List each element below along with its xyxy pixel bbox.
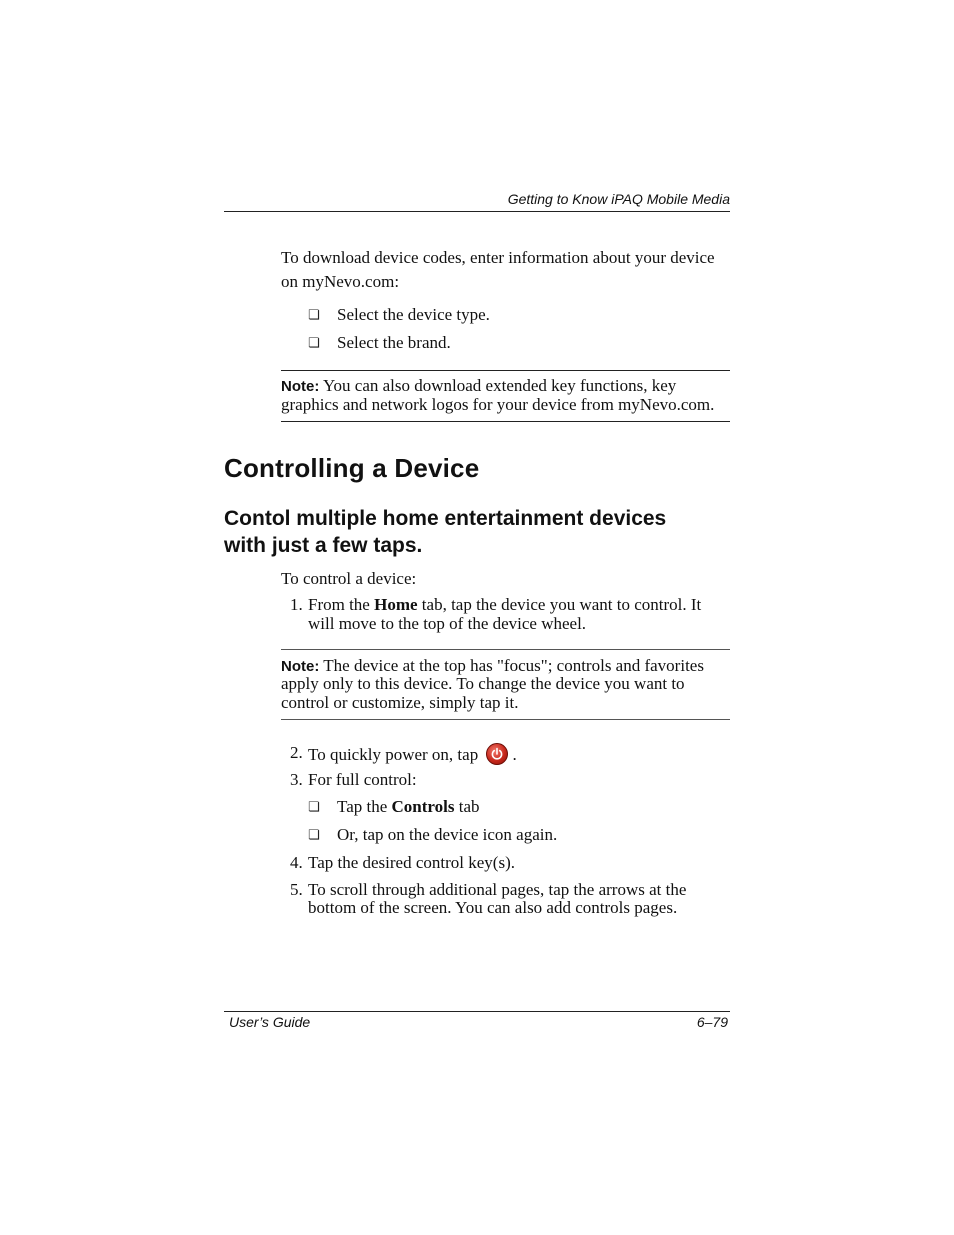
- step-1-line-1: [308, 595, 701, 614]
- step-4-number: 4.: [290, 853, 303, 872]
- header-rule: [224, 211, 730, 212]
- intro-bullet-1: Select the device type.: [337, 305, 490, 324]
- section-subtitle-line-2: with just a few taps.: [224, 534, 423, 557]
- step-3-number: 3.: [290, 770, 303, 789]
- step-3-bullet-1-post: tab: [454, 797, 480, 816]
- note-top-rule: [281, 370, 730, 371]
- power-icon: [486, 743, 508, 765]
- note-top-rule: [281, 649, 730, 650]
- checkbox-bullet-icon: ❏: [308, 336, 320, 351]
- note-2-text: The device at the top has "focus"; controls and favorites: [323, 656, 704, 675]
- intro-line-1: To download device codes, enter information about your device: [281, 248, 715, 267]
- note-label: Note:: [281, 658, 320, 675]
- intro-bullet-2: Select the brand.: [337, 333, 451, 352]
- step-2-text: [308, 743, 517, 765]
- note-2-line-3: control or customize, simply tap it.: [281, 693, 519, 712]
- note-2-line-2: apply only to this device. To change the device you want to: [281, 674, 685, 693]
- note-bottom-rule: [281, 421, 730, 422]
- running-header: Getting to Know iPAQ Mobile Media: [507, 191, 730, 207]
- step-1-bold: Home: [374, 595, 418, 614]
- footer-rule: [224, 1011, 730, 1012]
- step-1-line-2: will move to the top of the device wheel.: [308, 614, 587, 633]
- section-subtitle-line-1: Contol multiple home entertainment devices: [224, 507, 667, 530]
- note-1-line-1: [281, 376, 676, 396]
- checkbox-bullet-icon: ❏: [308, 828, 320, 843]
- checkbox-bullet-icon: ❏: [308, 308, 320, 323]
- step-3-bullet-1-pre: Tap the: [337, 797, 392, 816]
- intro-line-2: on myNevo.com:: [281, 272, 400, 291]
- note-1-text: You can also download extended key functions, key: [322, 376, 677, 395]
- footer-left: User’s Guide: [229, 1014, 311, 1030]
- step-5-number: 5.: [290, 880, 303, 899]
- note-label: Note:: [281, 378, 320, 395]
- note-1-line-2: graphics and network logos for your device from myNevo.com.: [281, 395, 715, 414]
- note-bottom-rule: [281, 719, 730, 720]
- page-number: 6–79: [696, 1014, 728, 1030]
- step-2-period: .: [512, 745, 517, 764]
- step-3-bullet-1: [337, 797, 480, 816]
- step-3-bullet-2: Or, tap on the device icon again.: [337, 825, 558, 844]
- checkbox-bullet-icon: ❏: [308, 800, 320, 815]
- section-title: Controlling a Device: [224, 453, 480, 483]
- step-4-text: Tap the desired control key(s).: [308, 853, 515, 872]
- step-1-pre: From the: [308, 595, 375, 614]
- step-1-number: 1.: [290, 595, 303, 614]
- step-3-bullet-1-bold: Controls: [391, 797, 455, 816]
- step-5-line-1: To scroll through additional pages, tap the arrows at the: [308, 880, 687, 899]
- note-2-line-1: [281, 656, 704, 676]
- step-3-text: For full control:: [308, 770, 417, 789]
- step-5-line-2: bottom of the screen. You can also add controls pages.: [308, 898, 678, 917]
- step-1-post: tab, tap the device you want to control. It: [417, 595, 702, 614]
- step-2-number: 2.: [290, 743, 303, 762]
- step-2-label: To quickly power on, tap: [308, 745, 479, 764]
- section-lead: To control a device:: [281, 569, 417, 588]
